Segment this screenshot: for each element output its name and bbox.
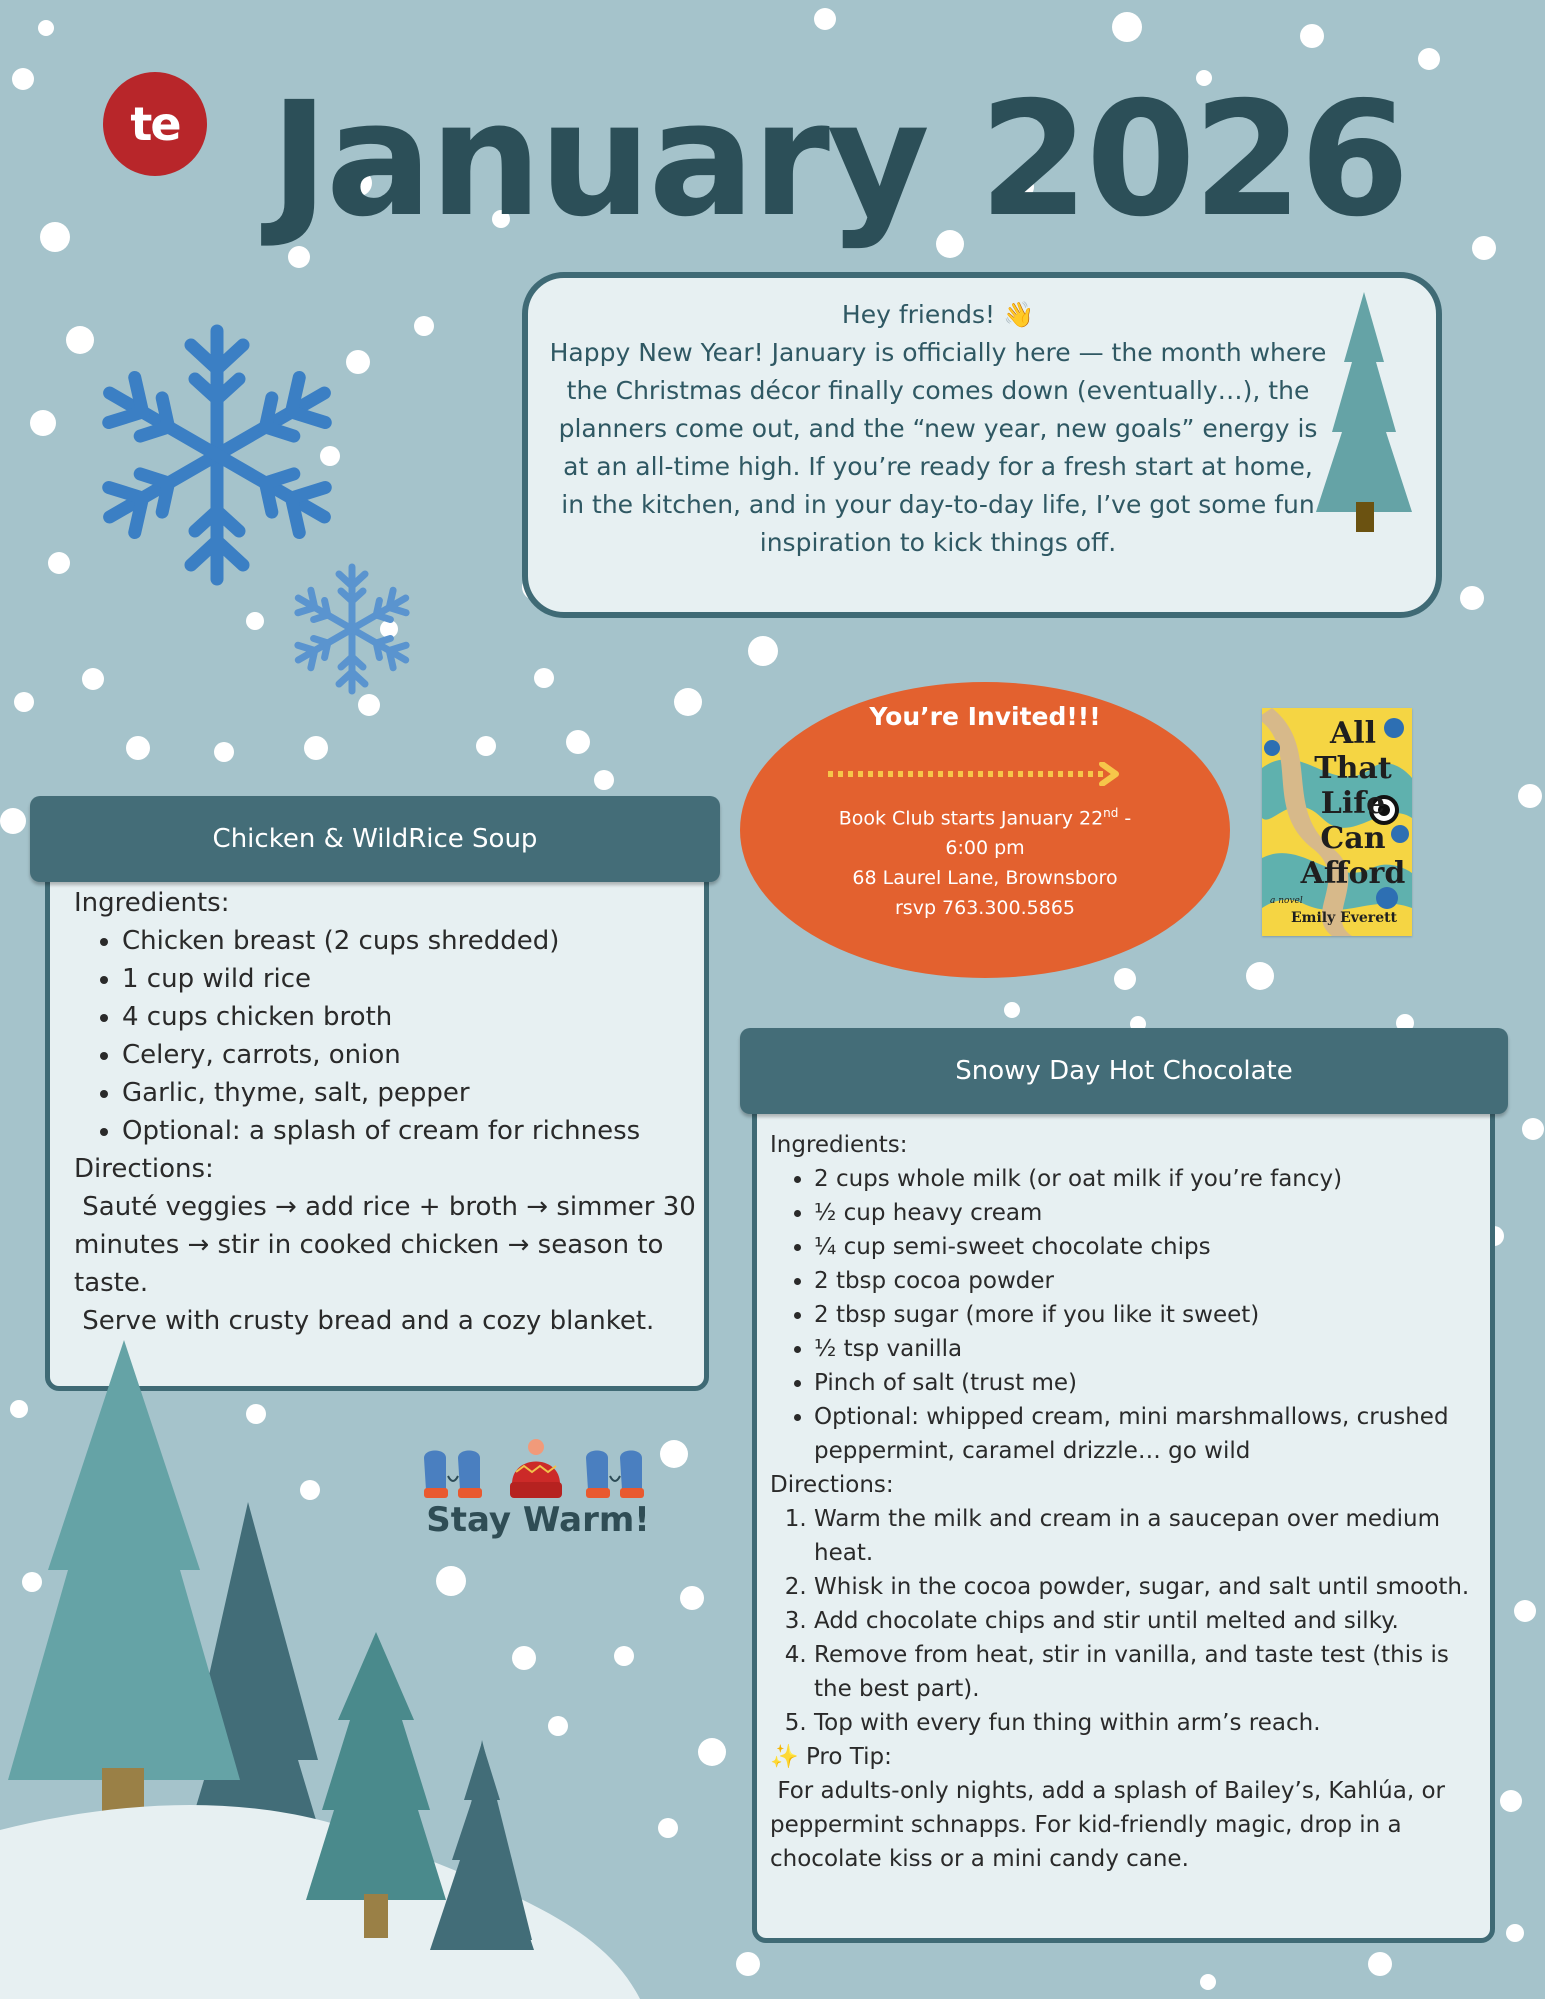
- list-item: • 2 tbsp cocoa powder: [814, 1264, 1480, 1298]
- snow-dot: [814, 8, 836, 30]
- soup-directions-label: Directions:: [74, 1154, 214, 1184]
- snow-dot: [38, 20, 54, 36]
- list-item: • ¼ cup semi-sweet chocolate chips: [814, 1230, 1480, 1264]
- invite-time: 6:00 pm: [945, 837, 1025, 860]
- soup-serve-note: Serve with crusty bread and a cozy blanket.: [74, 1306, 655, 1336]
- trees-scene: [0, 1320, 700, 1999]
- snow-dot: [674, 688, 702, 716]
- greeting-hello: Hey friends! 👋: [841, 300, 1035, 329]
- snow-dot: [1460, 586, 1484, 610]
- brand-logo: [103, 72, 207, 176]
- invite-title: You’re Invited!!!: [869, 702, 1101, 731]
- invite-date: [800, 798, 1170, 833]
- snow-dot: [214, 742, 234, 762]
- snow-dot: [594, 770, 614, 790]
- list-item: • Chicken breast (2 cups shredded): [122, 922, 704, 960]
- list-item: • Optional: whipped cream, mini marshmallows, crushed peppermint, caramel drizzle… go wild: [814, 1400, 1480, 1468]
- book-title-line: All: [1329, 716, 1377, 751]
- cocoa-ingredients-label: Ingredients:: [770, 1132, 908, 1158]
- snow-hill: [0, 1805, 640, 1999]
- snow-dot: [1368, 1952, 1392, 1976]
- invite-date-dash: -: [1118, 807, 1132, 830]
- snow-dot: [698, 1738, 726, 1766]
- cocoa-pro-tip: For adults-only nights, add a splash of Bailey’s, Kahlúa, or peppermint schnapps. For kid-friendly magic, drop in a chocolate kiss or a mini candy cane.: [770, 1778, 1453, 1872]
- snow-dot: [534, 668, 554, 688]
- cocoa-pro-tip-label: ✨ Pro Tip:: [770, 1744, 892, 1770]
- soup-directions: Sauté veggies → add rice + broth → simmer 30 minutes → stir in cooked chicken → season to taste.: [74, 1192, 705, 1298]
- list-item: • ½ cup heavy cream: [814, 1196, 1480, 1230]
- cocoa-directions-label: Directions:: [770, 1472, 894, 1498]
- tree-icon: [306, 1632, 446, 1938]
- snow-dot: [48, 552, 70, 574]
- soup-ingredients-list: [74, 922, 704, 1150]
- snow-dot: [346, 350, 370, 374]
- soup-recipe-header: Chicken & WildRice Soup: [30, 796, 720, 882]
- greeting-box: [522, 272, 1442, 618]
- snow-dot: [1514, 1600, 1536, 1622]
- book-title-line: Can: [1320, 821, 1386, 856]
- snow-dot: [1114, 968, 1136, 990]
- snow-dot: [14, 692, 34, 712]
- snow-dot: [748, 636, 778, 666]
- invite-date-text: Book Club starts January 22: [838, 807, 1104, 830]
- snow-dot: [12, 68, 34, 90]
- snow-dot: [246, 612, 264, 630]
- snow-dot: [126, 736, 150, 760]
- snow-dot: [414, 316, 434, 336]
- snow-dot: [304, 736, 328, 760]
- snow-dot: [736, 1952, 760, 1976]
- tree-icon: [1308, 292, 1420, 532]
- stay-warm-text: Stay Warm!: [426, 1500, 650, 1540]
- list-item: • Celery, carrots, onion: [122, 1036, 704, 1074]
- invite-date-suffix: nd: [1103, 806, 1119, 820]
- snow-dot: [1246, 962, 1274, 990]
- book-title-line: That: [1314, 751, 1392, 786]
- list-item: • 2 tbsp sugar (more if you like it sweet): [814, 1298, 1480, 1332]
- snow-dot: [30, 410, 56, 436]
- invite-rsvp: rsvp 763.300.5865: [894, 897, 1076, 920]
- snow-dot: [566, 730, 590, 754]
- book-title-line: Afford: [1300, 856, 1406, 891]
- snow-dot: [1506, 1924, 1524, 1942]
- cocoa-recipe-content: [770, 1128, 1480, 1876]
- book-title-line: Life: [1320, 786, 1386, 821]
- snow-dot: [1500, 1790, 1522, 1812]
- invite-oval: [740, 682, 1230, 978]
- snow-dot: [1004, 1002, 1020, 1018]
- snow-dot: [0, 808, 26, 834]
- list-item: • Pinch of salt (trust me): [814, 1366, 1480, 1400]
- cocoa-recipe-header: Snowy Day Hot Chocolate: [740, 1028, 1508, 1114]
- greeting-text: [548, 296, 1328, 562]
- list-item: • ½ tsp vanilla: [814, 1332, 1480, 1366]
- te-logo-icon: te: [130, 97, 180, 151]
- snow-dot: [66, 326, 94, 354]
- list-item: • Garlic, thyme, salt, pepper: [122, 1074, 704, 1112]
- list-item: • 2 cups whole milk (or oat milk if you’re fancy): [814, 1162, 1480, 1196]
- book-cover: [1262, 708, 1412, 936]
- small-snowflake-icon: [290, 560, 414, 698]
- snow-dot: [1200, 1974, 1216, 1990]
- list-item: 2. Whisk in the cocoa powder, sugar, and salt until smooth.: [814, 1570, 1480, 1604]
- large-snowflake-icon: [92, 316, 342, 594]
- dotted-arrow-icon: [828, 762, 1128, 786]
- list-item: 5. Top with every fun thing within arm’s reach.: [814, 1706, 1480, 1740]
- cocoa-ingredients-list: [770, 1162, 1480, 1468]
- snow-dot: [476, 736, 496, 756]
- soup-ingredients-label: Ingredients:: [74, 888, 230, 918]
- snow-dot: [1472, 236, 1496, 260]
- book-tag: a novel: [1270, 896, 1303, 906]
- list-item: • Optional: a splash of cream for richness: [122, 1112, 704, 1150]
- snow-dot: [1522, 1118, 1544, 1140]
- tree-icon: [8, 1340, 240, 1840]
- snow-dot: [40, 222, 70, 252]
- greeting-body: Happy New Year! January is officially here — the month where the Christmas décor finally comes down (eventually…), the planners come out, and the “new year, new goals” energy is at an all-time high. If you’re ready for a fresh start at home, in the kitchen, and in your day-to-day life, I’ve got some fun inspiration to kick things off.: [549, 338, 1327, 557]
- cocoa-directions-list: [770, 1502, 1480, 1740]
- soup-recipe-content: [74, 884, 704, 1340]
- snow-dot: [1300, 24, 1324, 48]
- book-author: Emily Everett: [1290, 910, 1398, 926]
- list-item: 3. Add chocolate chips and stir until melted and silky.: [814, 1604, 1480, 1638]
- list-item: • 4 cups chicken broth: [122, 998, 704, 1036]
- snow-dot: [1518, 784, 1542, 808]
- invite-details: [800, 798, 1170, 923]
- page-title: January 2026: [270, 68, 1407, 252]
- snow-dot: [1112, 12, 1142, 42]
- snow-dot: [82, 668, 104, 690]
- book-title: [1298, 716, 1408, 891]
- invite-address: 68 Laurel Lane, Brownsboro: [852, 867, 1118, 890]
- tree-icon: [430, 1740, 534, 1950]
- list-item: • 1 cup wild rice: [122, 960, 704, 998]
- list-item: 1. Warm the milk and cream in a saucepan over medium heat.: [814, 1502, 1480, 1570]
- list-item: 4. Remove from heat, stir in vanilla, and taste test (this is the best part).: [814, 1638, 1480, 1706]
